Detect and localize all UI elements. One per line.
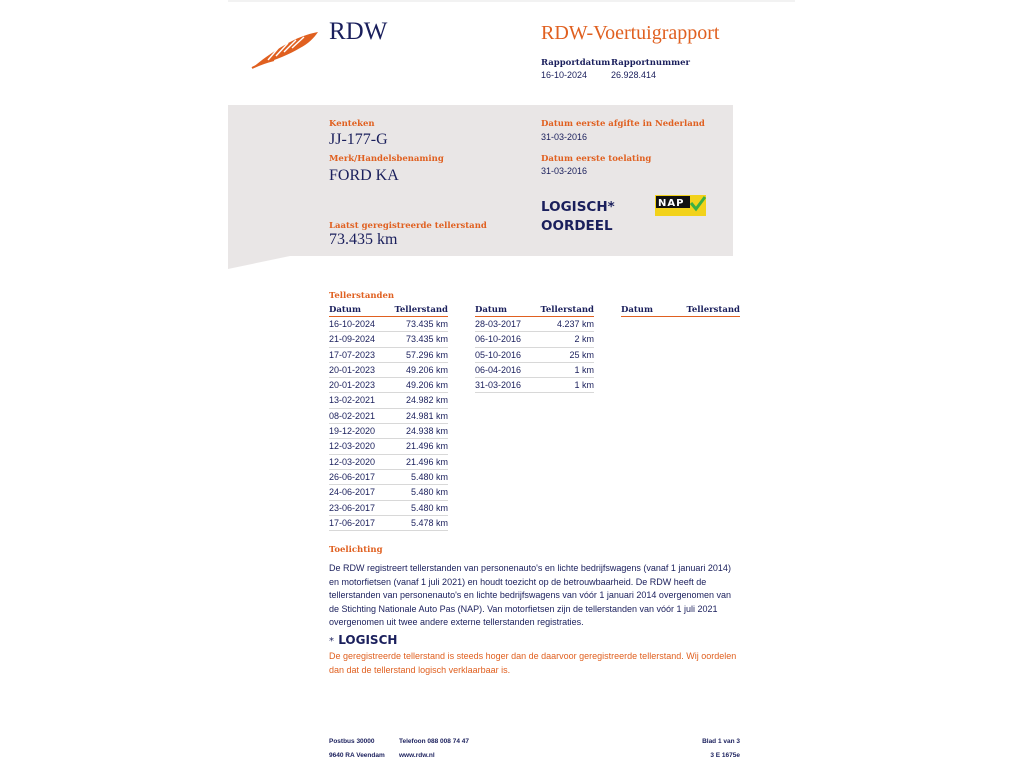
reading-date: 17-06-2017: [329, 517, 376, 528]
table-row: [329, 393, 448, 408]
footer-phone: Telefoon 088 008 74 47: [399, 738, 469, 745]
table-row: [475, 317, 594, 332]
col-value-header: Tellerstand: [394, 305, 448, 315]
readings-title: Tellerstanden: [329, 291, 395, 301]
table-row: [329, 455, 448, 470]
reading-date: 31-03-2016: [475, 380, 522, 391]
reading-value: 2 km: [574, 334, 594, 345]
report-number-value: 26.928.414: [611, 70, 657, 80]
readings-table-header: [621, 305, 740, 317]
reading-value: 21.496 km: [405, 456, 448, 467]
reading-value: 24.938 km: [405, 426, 448, 437]
col-value-header: Tellerstand: [686, 305, 740, 315]
reading-date: 19-12-2020: [329, 426, 376, 437]
explanation-title: Toelichting: [329, 545, 383, 555]
reading-date: 21-09-2024: [329, 334, 376, 345]
reading-date: 12-03-2020: [329, 456, 376, 467]
reading-date: 26-06-2017: [329, 471, 376, 482]
reading-value: 5.480 km: [410, 502, 448, 513]
reading-date: 06-04-2016: [475, 364, 522, 375]
table-row: [329, 363, 448, 378]
reading-value: 73.435 km: [405, 319, 448, 329]
reading-date: 17-07-2023: [329, 349, 376, 360]
readings-table-col-1: [329, 305, 448, 531]
reading-value: 21.496 km: [405, 441, 448, 452]
reading-value: 24.982 km: [405, 395, 448, 406]
explanation-text: De RDW registreert tellerstanden van personenauto's en lichte bedrijfswagens (vanaf 1 januari 2014) en motorfietsen (vanaf 1 juli 2021) en houdt toezicht op de betrouwbaarheid. De RDW heeft de tellerstanden van personenauto's en lichte bedrijfswagens van vóór 1 januari 2014 overgenomen van de Stichting Nationale Auto Pas (NAP). Van motorfietsen zijn de tellerstanden van vóór 1 juli 2021 overgenomen uit twee andere externe tellerstanden registraties.: [329, 563, 731, 627]
reading-value: 57.296 km: [405, 349, 448, 360]
report-date-block: [541, 58, 610, 80]
reading-value: 5.478 km: [410, 517, 448, 528]
reading-date: 06-10-2016: [475, 334, 522, 345]
first-admission-value: 31-03-2016: [541, 166, 588, 176]
readings-table-col-3: [621, 305, 740, 317]
rdw-feather-logo-icon: [250, 30, 320, 70]
table-row: [475, 332, 594, 347]
report-number-block: [611, 58, 690, 80]
report-number-label: Rapportnummer: [611, 58, 690, 68]
logic-heading: [329, 633, 397, 647]
table-row: [475, 378, 594, 393]
col-date-header: Datum: [621, 305, 653, 315]
table-row: [329, 516, 448, 531]
table-row: [329, 424, 448, 439]
first-nl-label: Datum eerste afgifte in Nederland: [541, 119, 705, 129]
table-row: [329, 332, 448, 347]
col-value-header: Tellerstand: [540, 305, 594, 315]
col-date-header: Datum: [329, 305, 361, 315]
nap-logo-icon: [655, 195, 706, 216]
readings-table-header: [475, 305, 594, 317]
footer-web-link[interactable]: www.rdw.nl: [399, 752, 435, 759]
table-row: [475, 348, 594, 363]
reading-date: 16-10-2024: [329, 319, 376, 329]
footer-doc-code: 3 E 1675e: [710, 752, 740, 759]
table-row: [329, 378, 448, 393]
odometer-value: 73.435 km: [329, 231, 398, 248]
table-row: [329, 409, 448, 424]
reading-date: 20-01-2023: [329, 364, 376, 375]
document-title: RDW-Voertuigrapport: [541, 22, 720, 44]
reading-value: 5.480 km: [410, 471, 448, 482]
reading-value: 4.237 km: [556, 319, 594, 329]
plate-label: Kenteken: [329, 119, 375, 129]
table-row: [475, 363, 594, 378]
reading-date: 20-01-2023: [329, 380, 376, 391]
reading-date: 08-02-2021: [329, 410, 376, 421]
top-rule: [228, 0, 795, 2]
table-row: [329, 470, 448, 485]
footer-city: 9640 RA Veendam: [329, 752, 385, 759]
logic-title: LOGISCH: [338, 633, 398, 647]
table-row: [329, 439, 448, 454]
footer-page-number: Blad 1 van 3: [702, 738, 740, 745]
make-value: FORD KA: [329, 167, 399, 184]
reading-value: 73.435 km: [405, 334, 448, 345]
verdict: [541, 198, 615, 236]
reading-value: 1 km: [574, 364, 594, 375]
reading-value: 24.981 km: [405, 410, 448, 421]
brand-name: RDW: [329, 18, 388, 45]
first-nl-value: 31-03-2016: [541, 132, 588, 142]
reading-date: 28-03-2017: [475, 319, 522, 329]
odometer-label: Laatst geregistreerde tellerstand: [329, 221, 487, 231]
reading-date: 05-10-2016: [475, 349, 522, 360]
table-row: [329, 348, 448, 363]
reading-date: 24-06-2017: [329, 487, 376, 498]
summary-panel-notch: [228, 256, 290, 269]
table-row: [329, 501, 448, 516]
footer-postbus: Postbus 30000: [329, 738, 375, 745]
report-date-label: Rapportdatum: [541, 58, 611, 68]
col-date-header: Datum: [475, 305, 507, 315]
nap-logo-text: NAP: [658, 198, 685, 209]
first-admission-label: Datum eerste toelating: [541, 154, 652, 164]
readings-table-col-2: [475, 305, 594, 393]
reading-date: 13-02-2021: [329, 395, 376, 406]
reading-date: 23-06-2017: [329, 502, 376, 513]
reading-value: 1 km: [574, 380, 594, 391]
readings-table-header: [329, 305, 448, 317]
reading-date: 12-03-2020: [329, 441, 376, 452]
report-date-value: 16-10-2024: [541, 70, 588, 80]
logic-text: De geregistreerde tellerstand is steeds hoger dan de daarvoor geregistreerde tellerstand. Wij oordelen dan dat de tellerstand logisch verklaarbaar is.: [329, 651, 737, 675]
make-label: Merk/Handelsbenaming: [329, 154, 444, 164]
verdict-line-2: OORDEEL: [541, 218, 613, 234]
verdict-line-1: LOGISCH*: [541, 199, 615, 215]
report-page: [228, 0, 795, 768]
table-row: [329, 317, 448, 332]
logic-star: *: [329, 636, 334, 647]
reading-value: 49.206 km: [405, 380, 448, 391]
plate-value: JJ-177-G: [329, 131, 388, 148]
reading-value: 5.480 km: [410, 487, 448, 498]
reading-value: 25 km: [569, 349, 594, 360]
reading-value: 49.206 km: [405, 364, 448, 375]
table-row: [329, 485, 448, 500]
